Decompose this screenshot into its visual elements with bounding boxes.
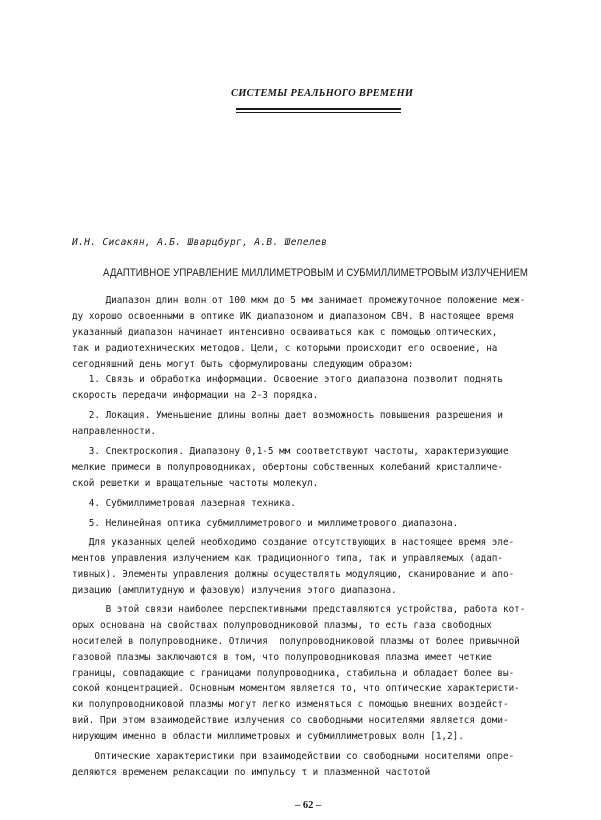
section-title: СИСТЕМЫ РЕАЛЬНОГО ВРЕМЕНИ — [231, 88, 414, 99]
body-line: направленности. — [72, 426, 156, 438]
body-line: деляются временем релаксации по импульсу τ и плазменной частотой — [72, 766, 431, 778]
body-line: нирующим именно в области миллиметровых и субмиллиметровых волн [1,2]. — [72, 731, 464, 743]
body-line: 1. Связь и обработка информации. Освоение этого диапазона позволит поднять — [72, 374, 503, 386]
body-line: 5. Нелинейная оптика субмиллиметрового и миллиметрового диапазона. — [72, 517, 459, 529]
body-line: орых основана на свойствах полупроводниковой плазмы, то есть газа свободных — [72, 619, 492, 631]
body-line: 2. Локация. Уменьшение длины волны дает возможность повышения разрешения и — [72, 410, 503, 422]
body-line: 3. Спектроскопия. Диапазону 0,1-5 мм соответствуют частоты, характеризующие — [72, 446, 509, 458]
title-rule-thin — [236, 112, 401, 113]
body-line: указанный диапазон начинает интенсивно осваиваться как с помощью оптических, — [72, 326, 498, 338]
body-line: тивных). Элементы управления должны осуществлять модуляцию, сканирование и апо- — [72, 569, 515, 581]
body-line: носителей в полупроводнике. Отличия полупроводниковой плазмы от более привычной — [72, 635, 520, 647]
body-line: сегодняшний день могут быть сформулированы следующим образом: — [72, 358, 414, 370]
body-line: газовой плазмы заключаются в том, что полупроводниковая плазма имеет четкие — [72, 651, 492, 663]
body-line: 4. Субмиллиметровая лазерная техника. — [72, 497, 296, 509]
body-line: скорость передачи информации на 2-3 порядка. — [72, 390, 319, 402]
article-body — [72, 293, 580, 781]
body-line: дизацию (амплитудную и фазовую) излучения этого диапазона. — [72, 585, 397, 597]
body-line: ки полупроводниковой плазмы могут легко изменяться с помощью внешних воздейст- — [72, 699, 509, 711]
body-line: ду хорошо освоенными в оптике ИК диапазоном и диапазоном СВЧ. В настоящее время — [72, 310, 515, 322]
body-line: сокой концентрацией. Основным моментом является то, что оптические характеристи- — [72, 683, 520, 695]
page-number: – 62 – — [295, 800, 322, 811]
body-line: границы, совпадающие с границами полупроводника, стабильна и обладает более вы- — [72, 667, 515, 679]
article-authors: И.Н. Сисакян, А.Б. Шварцбург, А.В. Шепелев — [72, 237, 328, 248]
body-line: вий. При этом взаимодействие излучения со свободными носителями является доми- — [72, 715, 509, 727]
body-line: мелкие примеси в полупроводниках, обертоны собственных колебаний кристалличе- — [72, 461, 503, 473]
body-line: Для указанных целей необходимо создание отсутствующих в настоящее время эле- — [72, 537, 515, 549]
body-line: Оптические характеристики при взаимодействии со свободными носителями опре- — [72, 751, 515, 763]
article-title: АДАПТИВНОЕ УПРАВЛЕНИЕ МИЛЛИМЕТРОВЫМ И СУБМИЛЛИМЕТРОВЫМ ИЗЛУЧЕНИЕМ — [103, 267, 529, 279]
body-line: В этой связи наиболее перспективными представляются устройства, работа кот- — [72, 604, 526, 616]
body-line: ментов управления излучением как традиционного типа, так и управляемых (адап- — [72, 553, 503, 565]
body-line: так и радиотехнических методов. Цели, с которыми происходит его освоение, на — [72, 342, 498, 354]
body-line: Диапазон длин волн от 100 мкм до 5 мм занимает промежуточное положение меж- — [72, 295, 526, 306]
body-line: ской решетки и вращательные частоты молекул. — [72, 477, 319, 489]
title-rule-thick — [236, 108, 401, 110]
